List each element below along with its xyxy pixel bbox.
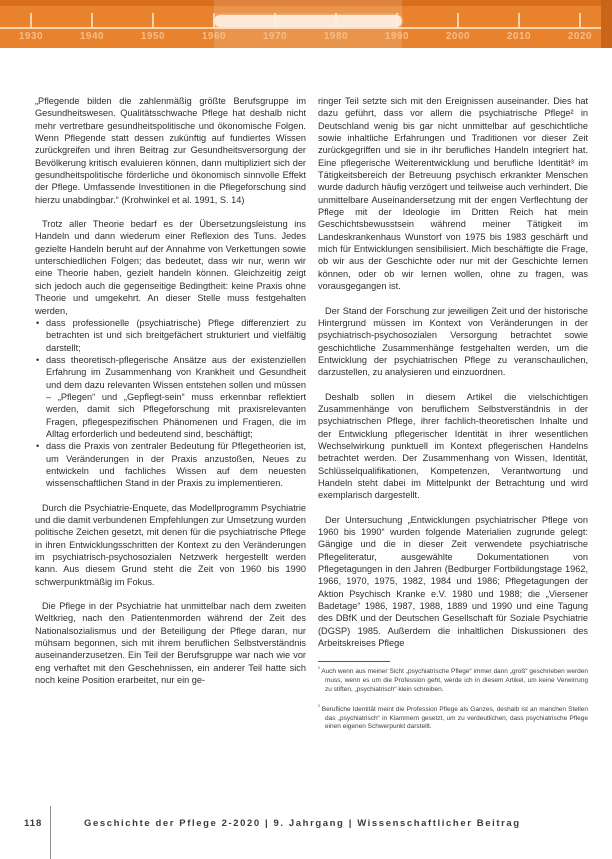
banner-edge-strip [601, 0, 612, 48]
timeline-tick [457, 13, 459, 28]
footnote-text: Berufliche Identität meint die Profession Pflege als Ganzes, deshalb ist an manchen Stellen das „psychiatrisch“ in Klammern gesetzt, um zu verdeutlichen, dass psychiatrische Pflege einen eigenen Schwerpunkt darstellt. [319, 706, 588, 731]
body-paragraph-quote: „Pflegende bilden die zahlenmäßig größte Berufsgruppe im Gesundheitswesen. Qualitätsschwache Pflege hat deshalb nicht mehr vertretbare gesundheitspolitische und ökonomische Folgen. Wenn Pflegende statt dessen zukünftig auf fundiertes Wissen zurückgreifen und ihren Beitrag zur Gesundheitsversorgung der Bevölkerung kritisch evaluieren können, dann multipliziert sich der gesundheitspolitische förderliche und ökonomisch sinnvolle Effekt der Pflege. Umfassende Investitionen in die Pflegeforschung sind hierzu unabdingbar.“ (Krohwinkel et al. 1991, S. 14) [35, 96, 306, 205]
footnote-text: Auch wenn aus meiner Sicht „psychiatrische Pflege“ immer dann „groß“ geschrieben werden muss, wenn es um die Profession geht, werde ich in diesem Artikel, um keine Verwirrung zu stiften, „psychiatrisch“ klein schreiben. [319, 668, 588, 693]
timeline-year-label: 1970 [262, 31, 288, 42]
timeline-year-label: 1930 [18, 31, 44, 42]
footnote-marker: ³ [318, 704, 320, 711]
article-column-left [35, 95, 306, 698]
footer-divider-line [50, 806, 51, 859]
timeline-year-label: 1990 [384, 31, 410, 42]
footnote-3 [318, 706, 588, 732]
timeline-highlight-band [214, 15, 402, 27]
timeline-year-label: 2020 [567, 31, 593, 42]
timeline-tick [152, 13, 154, 28]
timeline-year-label: 1960 [201, 31, 227, 42]
bullet-item: • dass professionelle (psychiatrische) Pflege differenziert zu betrachten ist und sich breitgefächert strukturiert und vielfältig darstellt; [35, 317, 306, 354]
footnote-divider [318, 661, 390, 662]
body-paragraph: Durch die Psychiatrie-Enquete, das Modellprogramm Psychiatrie und die damit verbundenen Empfehlungen zur Umsetzung wurden politische Zeichen gesetzt, mit denen für die psychiatrische Pflege in ihren Entwicklungsschritten der Kontext zu den Veränderungen im psychiatrisch-psychosozialen Netzwerk hergestellt werden kann. Aus diesem Grund steht die Zeit von 1960 bis 1990 schwerpunktmäßig im Fokus. [35, 502, 306, 587]
body-paragraph: Der Stand der Forschung zur jeweiligen Zeit und der historische Hintergrund müssen im Kontext von Veränderungen in der psychiatrisch-psychosozialen Versorgung betrachtet sowie geschichtliche Zusammenhänge festgehalten werden, um die Entwicklung der psychiatrischen Pflege zu veranschaulichen, darzustellen, zu analysieren und einzuordnen. [318, 305, 588, 378]
timeline-year-label: 1980 [323, 31, 349, 42]
body-paragraph: Deshalb sollen in diesem Artikel die vielschichtigen Zusammenhänge von beruflichem Selbstverständnis in der psychiatrischen Pflege, ihrer fachlich-theoretischen Inhalte und der Entwicklung pflegerischer Identität in ihrer wesentlichen Wechselwirkung punktuell im Kontext pflegerischen Handelns betrachtet werden. Der Zusammenhang von Wissen, Identität, Schlüsselqualifikationen, Kompetenzen, Verantwortung und Handeln steht dabei im Mittelpunkt der Betrachtung und wird exemplarisch dargestellt. [318, 391, 588, 501]
timeline-year-label: 1940 [79, 31, 105, 42]
timeline-tick [30, 13, 32, 28]
timeline-banner [0, 0, 612, 48]
timeline-year-label: 1950 [140, 31, 166, 42]
timeline-tick [579, 13, 581, 28]
journal-footer-text: Geschichte der Pflege 2-2020 | 9. Jahrgang | Wissenschaftlicher Beitrag [84, 818, 521, 829]
body-paragraph: Der Untersuchung „Entwicklungen psychiatrischer Pflege von 1960 bis 1990“ wurden folgende Materialien zugrunde gelegt: Gängige und die in dieser Zeit verwendete psychiatrische Pflegeliteratur, ausgewählte Dokumentationen von Pflegetagungen in den Jahren (Bedburger Fortbildungstage 1962, 1966, 1970, 1975, 1982, 1984 und 1986; Pflegetagungen der Aktion Psychisch Kranke e.V. 1980 und 1988; die „Viersener Badetage“ 1986, 1987, 1988, 1889 und 1990 und eine Tagung des DBfK und der Deutschen Gesellschaft für Soziale Psychiatrie (DGSP) 1985. Außerdem die inhaltlichen Diskussionen des Arbeitskreises Pflege [318, 514, 588, 649]
footnote-2 [318, 668, 588, 694]
body-paragraph: ringer Teil setzte sich mit den Ereignissen auseinander. Dies hat dazu geführt, dass vor allem die psychiatrische Pflege² in Deutschland wenig bis gar nicht unmittelbar auf geschichtliche sowie inhaltliche Erfahrungen und Traditionen vor dieser Zeit zurückgegriffen und sie in ihr berufliches Handeln integriert hat. Eine pflegerische Weiterentwicklung und berufliche Identität³ im Tätigkeitsbereich der Betreuung psychisch erkrankter Menschen wurde dadurch häufig verzögert und teilweise auch verhindert. Die unmittelbare Auseinandersetzung mit der engen Verflechtung der Pflege mit der Ideologie im Dritten Reich hat mein Geschichtsbewusstsein während meiner Tätigkeit im Landeskrankenhaus Wunstorf von 1975 bis 1983 geschärft und mich für Entwicklungen sensibilisiert. Mich beschäftigte die Frage, ob wir aus der Geschichte oder nur mit der Geschichte lernen können, oder ob wir lernen wollen, ohne zu fragen, was vorausgegangen ist. [318, 96, 588, 292]
body-paragraph: Trotz aller Theorie bedarf es der Übersetzungsleistung ins Handeln und dann wiederum einer Reflexion des Tuns. Jedes gezielte Handeln beruht auf der Annahme von Verkettungen sowie unterschiedlichen Folgen; das bedeutet, dass wir nur, wenn wir eine Theorie haben, gezielt handeln können. Gleichzeitig zeigt sich jedoch auch die gegenseitige Bedingtheit: keine Praxis ohne Theorie und umgekehrt. An dieser Stelle muss festgehalten werden, [35, 219, 306, 316]
timeline-tick [518, 13, 520, 28]
bullet-item: • dass die Praxis von zentraler Bedeutung für Pflegetheorien ist, um Veränderungen in der Praxis anzustoßen, Neues zu entwickeln und fachliches Wissen auf dem neuesten wissenschaftlichen Stand in der Praxis zu implementieren. [35, 440, 306, 489]
footnote-marker: ² [318, 666, 320, 673]
timeline-tick [91, 13, 93, 28]
body-paragraph: Die Pflege in der Psychiatrie hat unmittelbar nach dem zweiten Weltkrieg, nach den Patientenmorden während der Zeit des Nationalsozialismus und der Beteiligung der Pflege daran, nur mühsam begonnen, sich mit ihrem beruflichen Selbstverständnis auseinanderzusetzen. Ein Teil der Berufsgruppe war nach wie vor eng verhaftet mit den Geschehnissen, ein anderer Teil hatte sich noch keine Position erarbeitet, nur ein ge- [35, 601, 306, 686]
bullet-list [35, 317, 306, 490]
timeline-year-label: 2000 [445, 31, 471, 42]
timeline-year-label: 2010 [506, 31, 532, 42]
bullet-item: • dass theoretisch-pflegerische Ansätze aus der existenziellen Erfahrung im Zusammenhang von Krankheit und Gesundheit und dem dazu relevanten Wissen entstehen sollen und müssen – „Pflegen“ und „Gepflegt-sein“ muss erkennbar reflektiert werden, damit sich Pflegeforschung mit praxisrelevanten Fragen, pflegespezifischen Phänomenen und Fragen, die im Alltag erforderlich und bedeutend sind, beschäftigt; [35, 354, 306, 440]
page-number: 118 [24, 818, 43, 829]
article-column-right [318, 95, 588, 744]
